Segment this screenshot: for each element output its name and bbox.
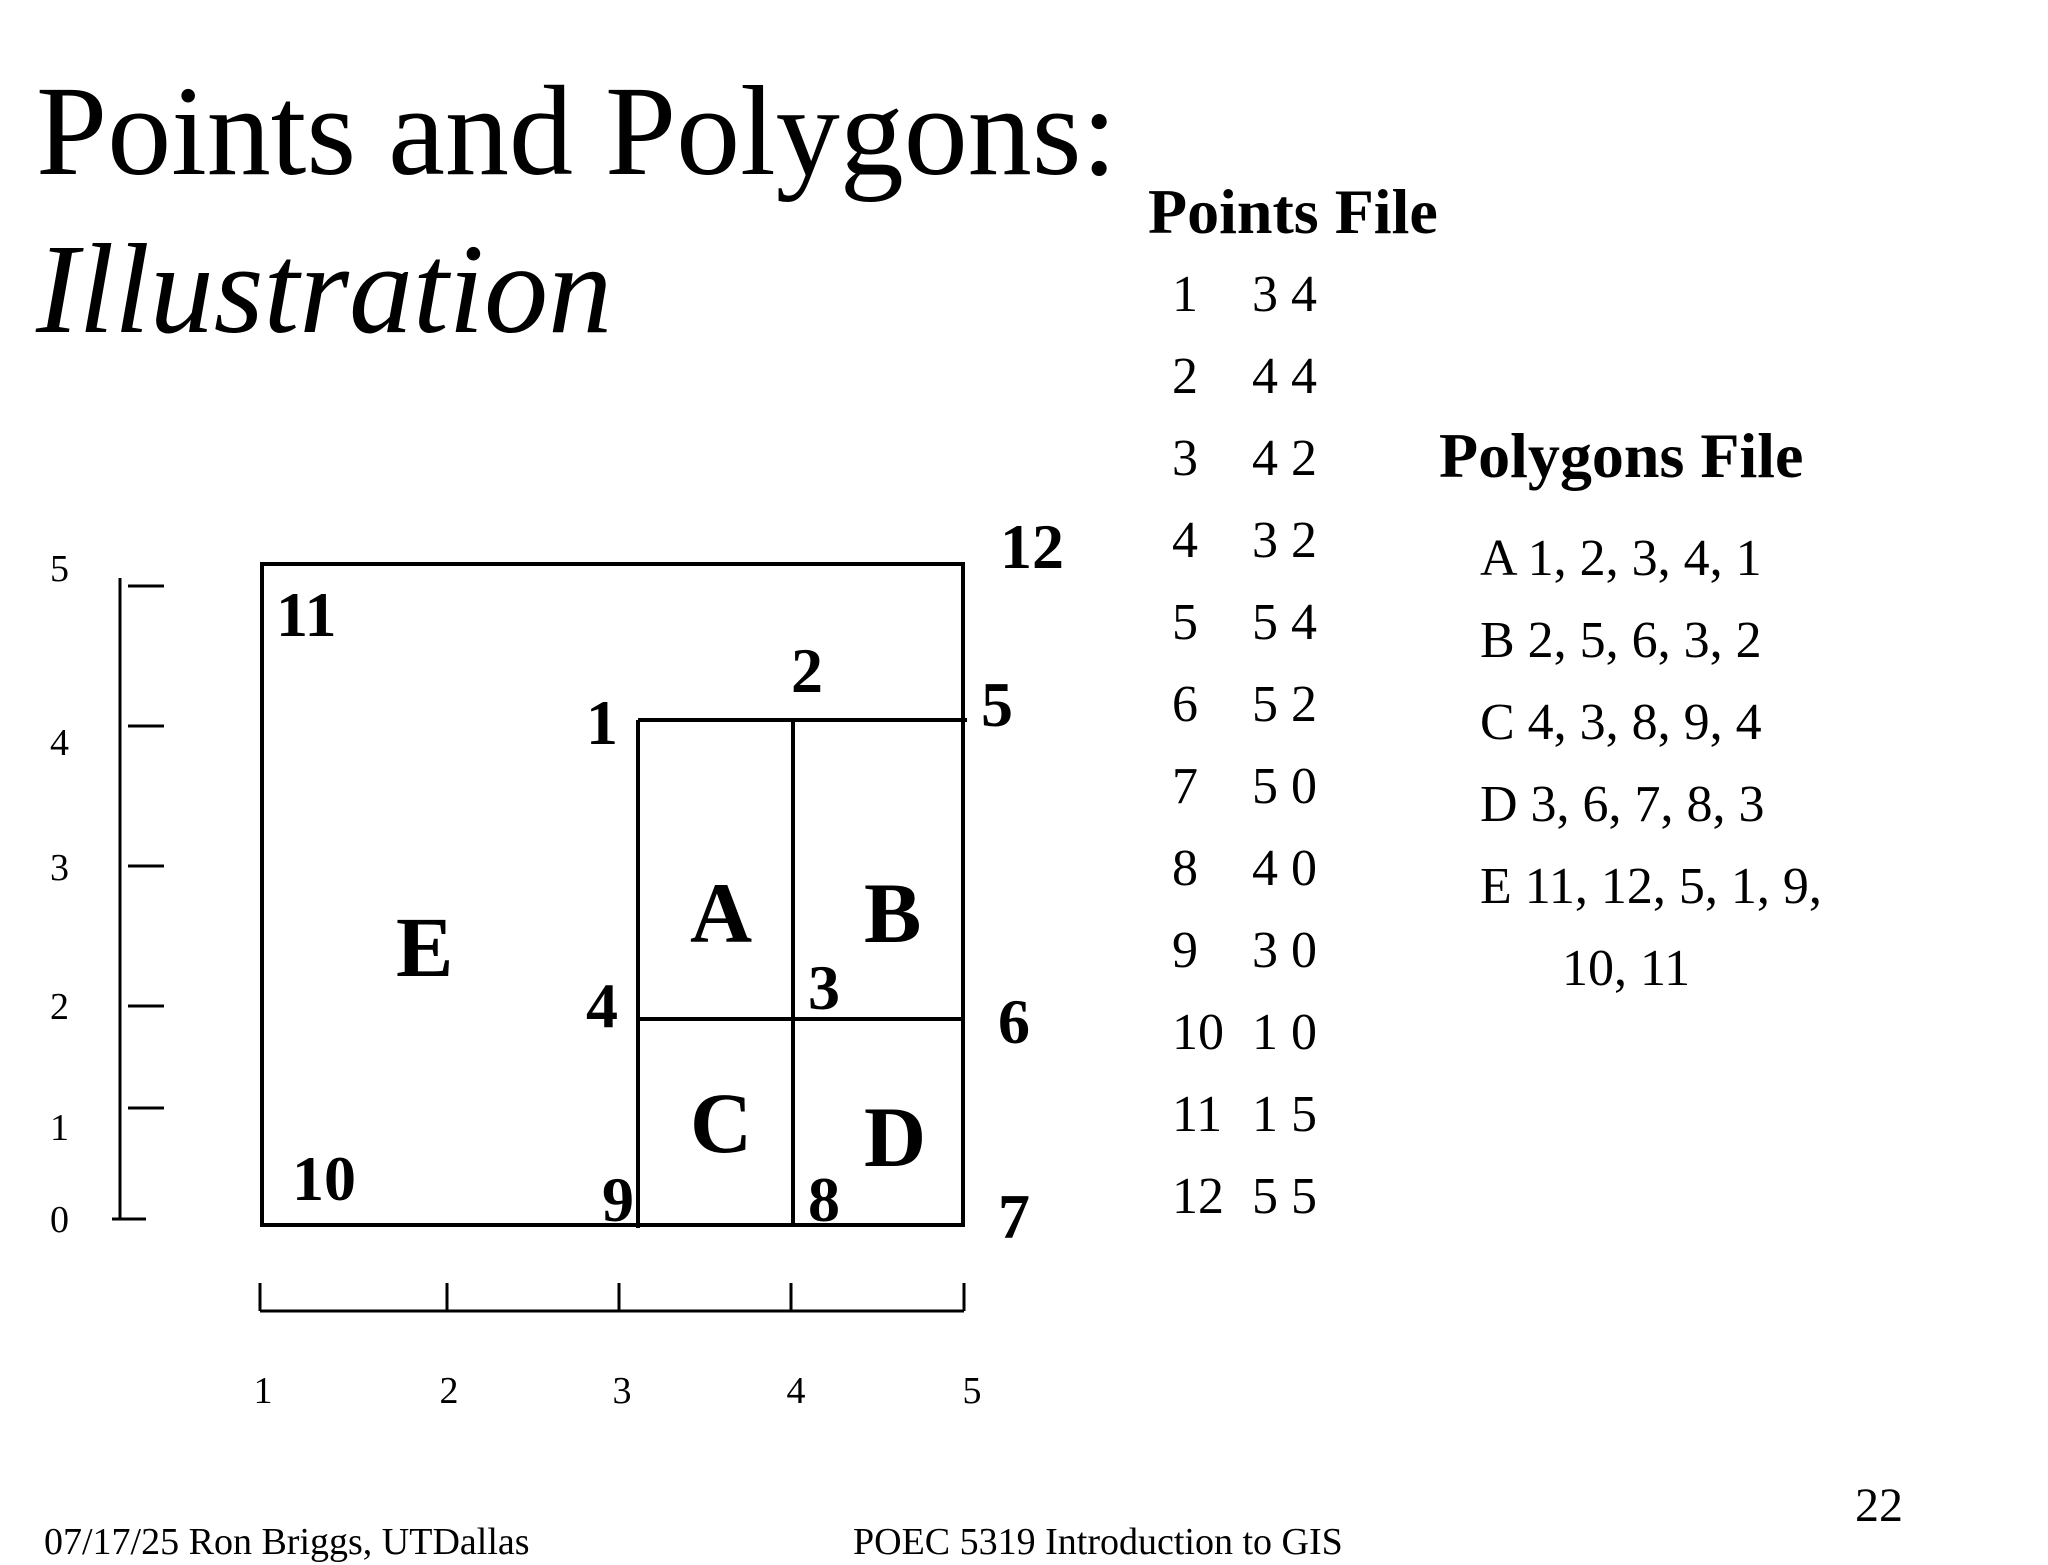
point-id: 5	[1172, 594, 1198, 651]
points-file-row	[1172, 1074, 1317, 1156]
points-file-row	[1172, 582, 1317, 664]
point-label-7: 7	[998, 1181, 1030, 1252]
polygon-definition-continuation: 10, 11	[1562, 940, 1691, 997]
polygon-label-c: C	[690, 1075, 753, 1171]
point-coords: 1 0	[1252, 1004, 1317, 1061]
point-label-8: 8	[808, 1164, 840, 1235]
polygon-outlines	[262, 564, 967, 1228]
x-axis-tick-label: 4	[786, 1370, 806, 1412]
polygons-file-row	[1480, 764, 1822, 846]
point-id: 7	[1172, 758, 1198, 815]
point-id: 12	[1172, 1168, 1224, 1225]
x-axis-tick-label: 5	[962, 1370, 982, 1412]
points-file-row	[1172, 418, 1317, 500]
points-file-row	[1172, 1156, 1317, 1238]
x-axis-tick-label: 3	[612, 1370, 632, 1412]
point-coords: 4 0	[1252, 840, 1317, 897]
polygon-definition: E 11, 12, 5, 1, 9,	[1480, 858, 1822, 915]
y-axis-tick-label: 4	[50, 722, 69, 764]
polygon-label-a: A	[690, 865, 753, 961]
outer-boundary	[262, 564, 963, 1225]
x-axis-tick-labels	[254, 1370, 982, 1412]
polygons-file-heading: Polygons File	[1439, 420, 1804, 491]
polygon-label-d: D	[864, 1089, 927, 1185]
points-file-row	[1172, 992, 1317, 1074]
slide-title-main: Points and Polygons:	[36, 60, 1118, 202]
footer-author: 07/17/25 Ron Briggs, UTDallas	[44, 1521, 530, 1563]
polygons-file-row	[1480, 518, 1822, 600]
y-axis	[112, 578, 164, 1219]
point-id: 4	[1172, 512, 1198, 569]
polygon-labels	[396, 865, 926, 1185]
polygon-definition: B 2, 5, 6, 3, 2	[1480, 612, 1762, 669]
point-id: 10	[1172, 1004, 1224, 1061]
x-axis-tick-label: 1	[253, 1370, 273, 1412]
polygons-file-table	[1480, 518, 1822, 1010]
y-axis-tick-label: 2	[50, 986, 69, 1028]
point-coords: 4 2	[1252, 430, 1317, 487]
points-file-table	[1172, 254, 1317, 1238]
page-number: 22	[1855, 1479, 1903, 1532]
polygon-definition: A 1, 2, 3, 4, 1	[1480, 530, 1762, 587]
polygons-file-row	[1480, 682, 1822, 764]
point-coords: 3 0	[1252, 922, 1317, 979]
point-label-11: 11	[276, 579, 337, 650]
polygon-label-e: E	[396, 899, 454, 995]
point-coords: 5 5	[1252, 1168, 1317, 1225]
points-file-row	[1172, 828, 1317, 910]
footer-course: POEC 5319 Introduction to GIS	[853, 1521, 1343, 1563]
point-label-9: 9	[602, 1164, 634, 1235]
point-id: 8	[1172, 840, 1198, 897]
point-label-6: 6	[998, 986, 1030, 1057]
points-file-row	[1172, 254, 1317, 336]
point-coords: 3 4	[1252, 266, 1317, 323]
point-id: 11	[1172, 1086, 1223, 1143]
point-coords: 5 4	[1252, 594, 1317, 651]
polygons-file-row	[1480, 846, 1822, 1010]
points-file-row	[1172, 746, 1317, 828]
points-file-row	[1172, 664, 1317, 746]
slide-title-subtitle: Illustration	[36, 218, 613, 360]
x-axis-tick-label: 2	[439, 1370, 459, 1412]
point-coords: 4 4	[1252, 348, 1317, 405]
point-label-1: 1	[586, 687, 618, 758]
y-axis-tick-label: 0	[50, 1199, 69, 1241]
point-coords: 5 0	[1252, 758, 1317, 815]
y-axis-tick-label: 1	[50, 1107, 69, 1149]
polygon-definition: C 4, 3, 8, 9, 4	[1480, 694, 1762, 751]
point-label-2: 2	[791, 635, 823, 706]
x-axis	[260, 1283, 964, 1311]
point-label-12: 12	[1000, 511, 1064, 582]
point-label-10: 10	[292, 1143, 356, 1214]
point-label-4: 4	[586, 970, 618, 1041]
point-id: 2	[1172, 348, 1198, 405]
point-id: 9	[1172, 922, 1198, 979]
point-labels	[276, 511, 1064, 1252]
point-id: 6	[1172, 676, 1198, 733]
polygon-label-b: B	[864, 865, 922, 961]
point-id: 3	[1172, 430, 1198, 487]
points-file-row	[1172, 500, 1317, 582]
y-axis-tick-label: 3	[50, 847, 69, 889]
point-label-3: 3	[808, 952, 840, 1023]
point-label-5: 5	[981, 669, 1013, 740]
y-axis-tick-label: 5	[50, 548, 69, 590]
point-id: 1	[1172, 266, 1198, 323]
points-file-row	[1172, 910, 1317, 992]
points-file-heading: Points File	[1148, 176, 1438, 247]
point-coords: 1 5	[1252, 1086, 1317, 1143]
point-coords: 3 2	[1252, 512, 1317, 569]
y-axis-tick-labels	[50, 548, 69, 1241]
points-file-row	[1172, 336, 1317, 418]
polygon-definition: D 3, 6, 7, 8, 3	[1480, 776, 1765, 833]
polygons-file-row	[1480, 600, 1822, 682]
point-coords: 5 2	[1252, 676, 1317, 733]
